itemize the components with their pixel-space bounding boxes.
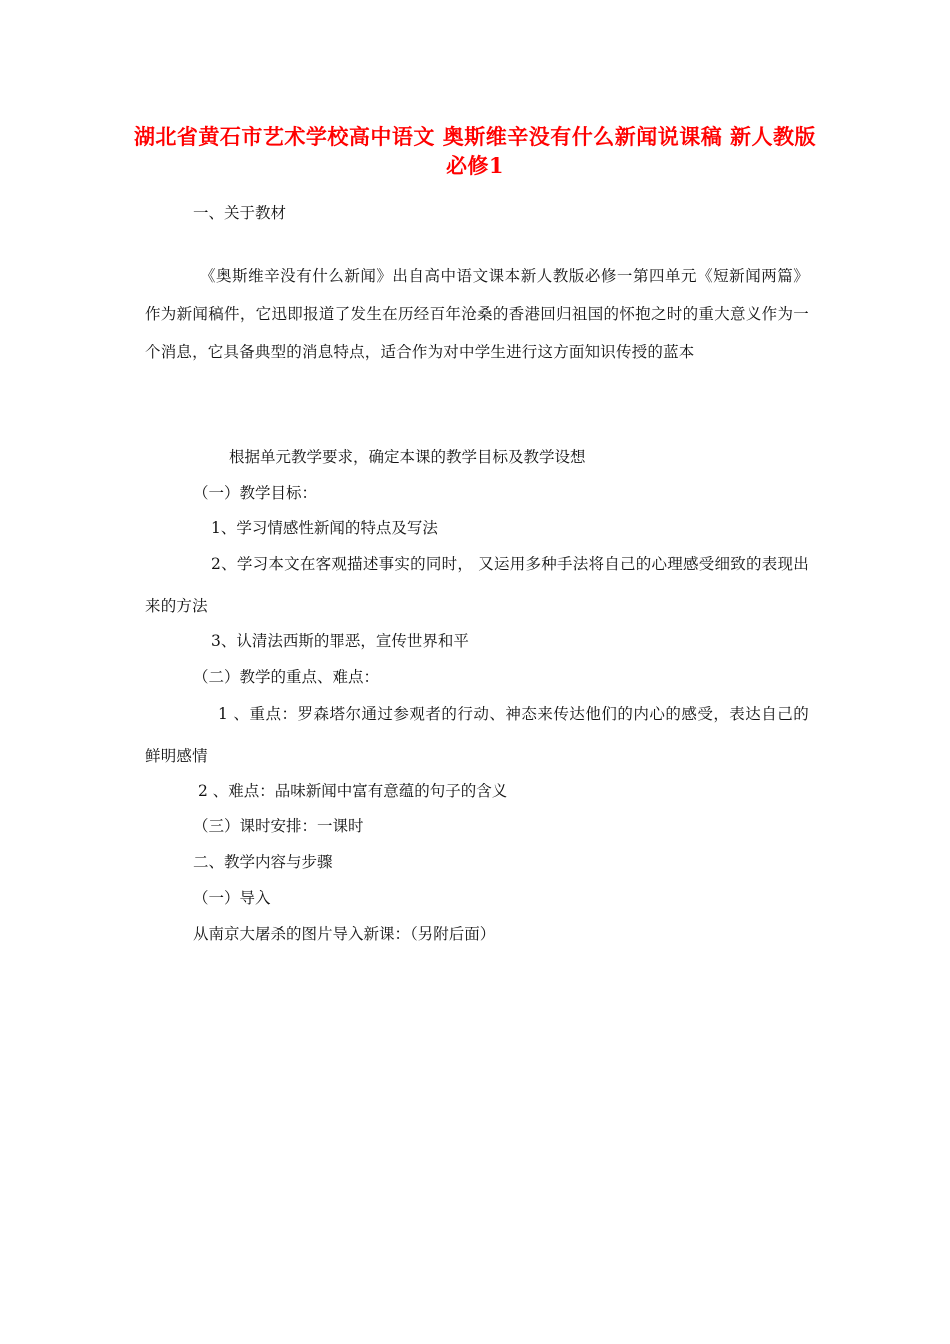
goals-heading: （一）教学目标： [193, 484, 318, 502]
basis-line: 根据单元教学要求，确定本课的教学目标及教学设想 [229, 448, 586, 466]
section-heading-materials: 一、关于教材 [193, 204, 287, 222]
difficult-point-item: 2 、难点：品味新闻中富有意蕴的句子的含义 [198, 782, 508, 800]
key-points-heading: （二）教学的重点、难点： [193, 668, 380, 686]
intro-step-text: 从南京大屠杀的图片导入新课：（另附后面） [193, 925, 496, 943]
key-point-item: 1 、重点：罗森塔尔通过参观者的行动、神态来传达他们的内心的感受，表达自己的鲜明感情 [145, 705, 809, 765]
intro-step-heading: （一）导入 [193, 889, 271, 907]
intro-paragraph: 《奥斯维辛没有什么新闻》出自高中语文课本新人教版必修一第四单元《短新闻两篇》作为新闻稿件，它迅即报道了发生在历经百年沧桑的香港回归祖国的怀抱之时的重大意义作为一个消息，它具备典型的消息特点，适合作为对中学生进行这方面知识传授的蓝本 [145, 267, 809, 361]
goal-item-1: 1、学习情感性新闻的特点及写法 [211, 519, 438, 537]
section-heading-steps: 二、教学内容与步骤 [193, 853, 333, 871]
goal-item-2: 2、学习本文在客观描述事实的同时， 又运用多种手法将自己的心理感受细致的表现出来的方法 [145, 555, 809, 615]
goal-item-3: 3、认清法西斯的罪恶，宣传世界和平 [211, 632, 469, 650]
schedule-line: （三）课时安排：一课时 [193, 817, 364, 835]
document-title: 湖北省黄石市艺术学校高中语文 奥斯维辛没有什么新闻说课稿 新人教版必修1 [133, 124, 817, 178]
